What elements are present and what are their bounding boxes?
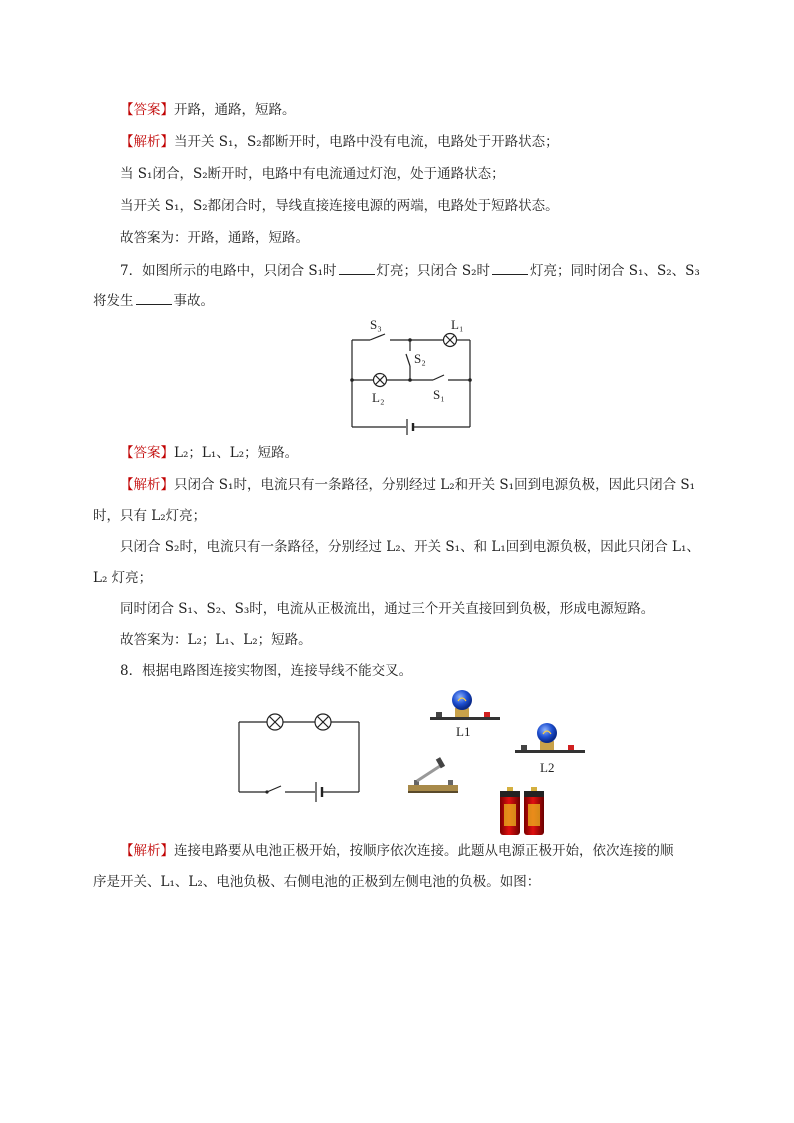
q7-part-5: 事故。 <box>173 293 214 309</box>
knife-switch-icon <box>408 757 458 793</box>
answer-tag: 【答案】 <box>120 102 174 118</box>
analysis2-line-1 <box>120 475 695 495</box>
q7-part-2: 灯亮；只闭合 S₂时 <box>376 263 490 279</box>
analysis2-line-4: L₂ 灯亮； <box>93 570 153 586</box>
battery-1-icon <box>500 787 520 835</box>
answer-line-2 <box>120 443 298 463</box>
label-s3: S₃ <box>370 317 382 332</box>
analysis-text: 当开关 S₁，S₂都断开时，电路中没有电流，电路处于开路状态； <box>174 134 559 150</box>
label-s1: S₁ <box>433 387 445 402</box>
circuit-diagram-q7 <box>340 315 490 435</box>
q7-part-3: 灯亮；同时闭合 S₁、S₂、S₃ <box>530 263 700 279</box>
answer-text: 开路，通路，短路。 <box>174 102 296 118</box>
analysis-tag-2: 【解析】 <box>120 477 174 493</box>
analysis3-text-1: 连接电路要从电池正极开始，按顺序依次连接。此题从电源正极开始，依次连接的顺 <box>174 843 674 859</box>
question-7-line-1 <box>120 260 700 281</box>
label-l1: L₁ <box>451 317 464 332</box>
analysis-tag: 【解析】 <box>120 134 174 150</box>
q7-blank-2 <box>492 260 528 275</box>
label-s2: S₂ <box>414 351 426 366</box>
q7-part-1: 7．如图所示的电路中，只闭合 S₁时 <box>120 263 337 279</box>
answer-text-2: L₂；L₁、L₂；短路。 <box>174 445 299 461</box>
analysis-line-3: 当开关 S₁，S₂都闭合时，导线直接连接电源的两端，电路处于短路状态。 <box>120 198 559 214</box>
q7-blank-1 <box>339 260 375 275</box>
analysis3-line-2: 序是开关、L₁、L₂、电池负极、右侧电池的正极到左侧电池的负极。如图： <box>93 874 541 890</box>
analysis2-line-2: 时，只有 L₂灯亮； <box>93 508 207 524</box>
analysis2-line-6: 故答案为：L₂；L₁、L₂；短路。 <box>120 632 312 648</box>
analysis-line-2: 当 S₁闭合，S₂断开时，电路中有电流通过灯泡，处于通路状态； <box>120 166 505 182</box>
analysis-line-1 <box>120 132 559 152</box>
lamp-l1-icon <box>430 690 500 739</box>
label-lamp-l2: L2 <box>540 760 555 775</box>
lamp-l2-icon <box>515 723 585 775</box>
answer-tag-2: 【答案】 <box>120 445 174 461</box>
analysis-tag-3: 【解析】 <box>120 843 174 859</box>
question-8: 8．根据电路图连接实物图，连接导线不能交叉。 <box>120 663 413 679</box>
answer-line-1 <box>120 100 296 120</box>
q7-part-4: 将发生 <box>93 293 134 309</box>
analysis3-line-1 <box>120 841 674 861</box>
question-7-line-2 <box>93 290 214 311</box>
battery-2-icon <box>524 787 544 835</box>
analysis2-line-5: 同时闭合 S₁、S₂、S₃时，电流从正极流出，通过三个开关直接回到负极，形成电源短路。 <box>120 601 655 617</box>
analysis-line-4: 故答案为：开路，通路，短路。 <box>120 230 309 246</box>
analysis2-text-1: 只闭合 S₁时，电流只有一条路径，分别经过 L₂和开关 S₁回到电源负极，因此只闭合 S₁ <box>174 477 696 493</box>
label-l2: L₂ <box>372 390 385 405</box>
circuit-diagram-q8 <box>235 710 365 805</box>
q7-blank-3 <box>136 290 172 305</box>
label-lamp-l1: L1 <box>456 724 471 739</box>
analysis2-line-3: 只闭合 S₂时，电流只有一条路径，分别经过 L₂、开关 S₁、和 L₁回到电源负极，因此只闭合 L₁、 <box>120 539 700 555</box>
physical-components-q8 <box>400 688 600 838</box>
